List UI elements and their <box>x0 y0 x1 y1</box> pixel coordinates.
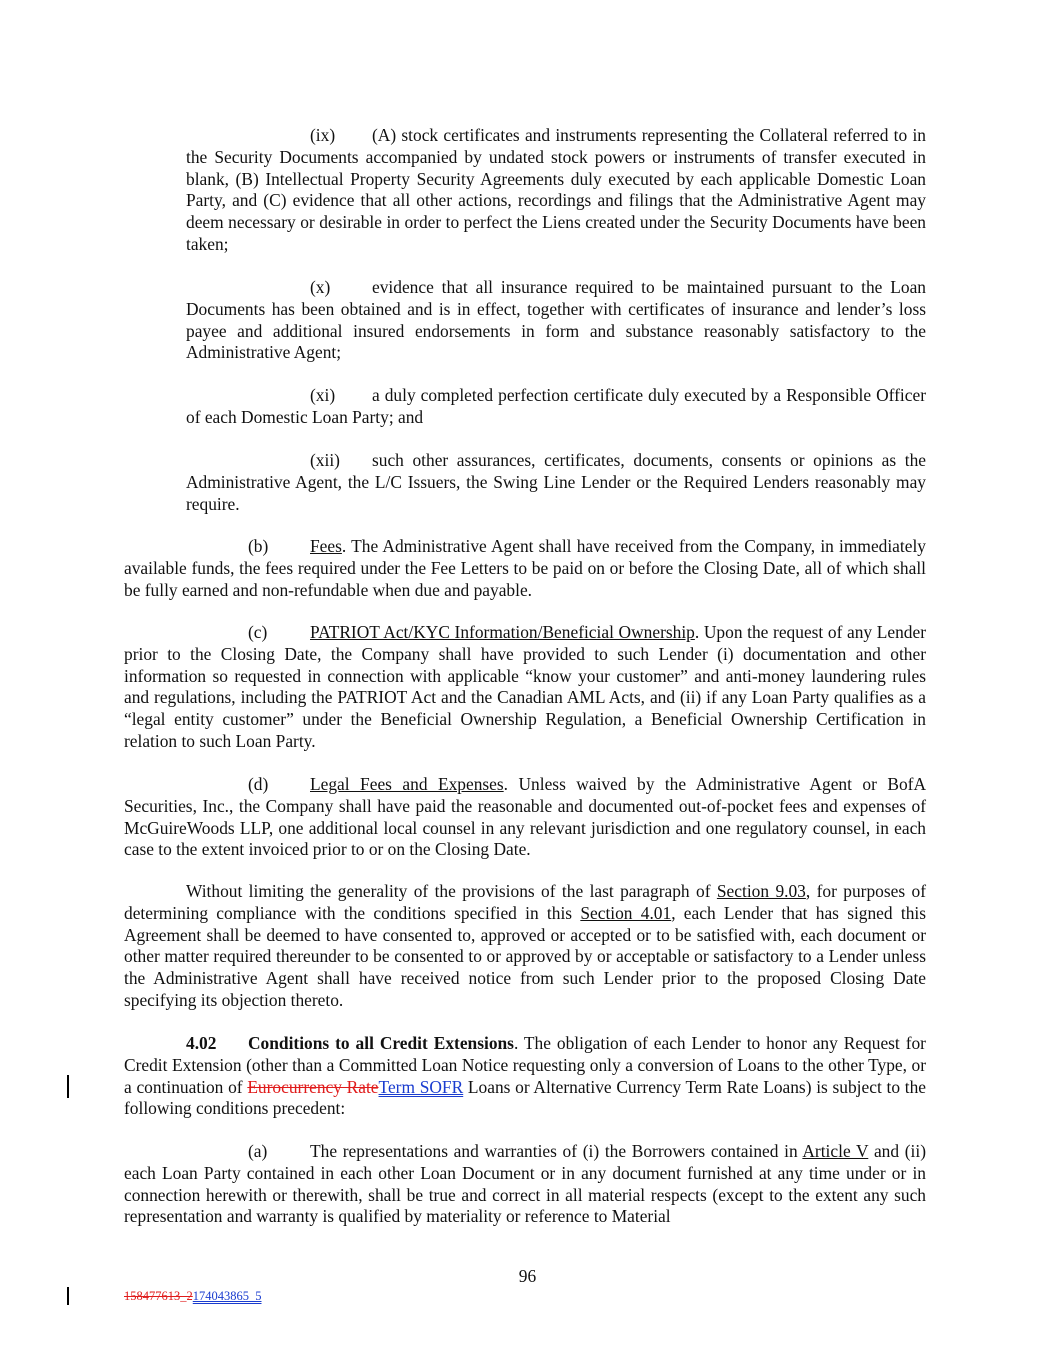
deleted-doc-id: 158477613_2 <box>124 1289 193 1303</box>
paragraph-number: (xi) <box>310 385 336 405</box>
cross-reference-section-4-01: Section 4.01 <box>580 902 672 923</box>
paragraph-xii: (xii) such other assurances, certificates, documents, consents or opinions as the Administrative Agent, the L/C Issuers, the Swing Line Lender or the Required Lenders reasonably may require. <box>186 450 926 514</box>
section-heading: PATRIOT Act/KYC Information/Beneficial Ownership <box>310 622 695 642</box>
paragraph-ix: (ix) (A) stock certificates and instruments representing the Collateral referred to in the Security Documents accompanied by undated stock powers or instruments of transfer executed in blank, (B) Intellectual Property Security Agreements duly executed by each applicable Domestic Loan Party, and (C) evidence that all other actions, recordings and filings that the Administrative Agent may deem necessary or desirable in order to perfect the Liens created under the Security Documents have been taken; <box>186 125 926 254</box>
cross-reference-section-9-03: Section 9.03 <box>716 881 806 901</box>
paragraph-a-representations: (a) The representations and warranties of (i) the Borrowers contained in Article V and (ii) each Loan Party contained in each other Loan Document or in any document furnished at any time under or in connection herewith or therewith, shall be true and correct in all material respects (except to the extent any such representation and warranty is qualified by materiality or reference to Material <box>124 1141 926 1227</box>
footer-change-bar <box>67 1287 69 1305</box>
paragraph-c-patriot: (c) PATRIOT Act/KYC Information/Beneficial Ownership. Upon the request of any Lender prior to the Closing Date, the Company shall have provided to such Lender (i) documentation and other information so requested in connection with applicable “know your customer” and anti-money laundering rules and regulations, including the PATRIOT Act and the Canadian AML Acts, and (ii) if any Loan Party qualifies as a “legal entity customer” under the Beneficial Ownership Regulation, a Beneficial Ownership Certification in relation to such Loan Party. <box>124 622 927 751</box>
paragraph-number: (b) <box>248 536 269 556</box>
paragraph-number: (a) <box>248 1141 268 1161</box>
paragraph-number: (xii) <box>310 450 340 470</box>
section-heading: Legal Fees and Expenses <box>310 774 504 794</box>
paragraph-d-legal-fees: (d) Legal Fees and Expenses. Unless waived by the Administrative Agent or BofA Securities, Inc., the Company shall have paid the reasonable and documented out-of-pocket fees and expenses of McGuireWoods LLP, one additional local counsel in any relevant jurisdiction and one regulatory counsel, in each case to the extent invoiced prior to or on the Closing Date. <box>124 774 927 860</box>
paragraph-number: (x) <box>310 277 331 297</box>
paragraph-xi: (xi) a duly completed perfection certificate duly executed by a Responsible Officer of each Domestic Loan Party; and <box>186 385 926 427</box>
paragraph-without-limiting: Without limiting the generality of the provisions of the last paragraph of Section 9.03, for purposes of determining compliance with the conditions specified in this Section 4.01, each Lender that has signed this Agreement shall be deemed to have consented to, approved or accepted or to be satisfied with, each document or other matter required thereunder to be consented to or approved by or acceptable or satisfactory to a Lender unless the Administrative Agent shall have received notice from such Lender prior to the proposed Closing Date specifying its objection thereto. <box>124 881 926 1010</box>
paragraph-number: (ix) <box>310 125 336 145</box>
deleted-text: Eurocurrency Rate <box>247 1076 379 1097</box>
section-heading: Fees <box>310 536 342 556</box>
cross-reference-article-v: Article V <box>802 1141 869 1161</box>
document-id <box>124 1289 262 1304</box>
section-title: Conditions to all Credit Extensions <box>248 1033 514 1053</box>
inserted-doc-id: 174043865_5 <box>192 1289 262 1303</box>
inserted-text: Term SOFR <box>378 1076 464 1097</box>
paragraph-x: (x) evidence that all insurance required to be maintained pursuant to the Loan Documents has been obtained and is in effect, together with certificates of insurance and lender’s loss payee and additional insured endorsements in form and substance reasonably satisfactory to the Administrative Agent; <box>186 277 926 363</box>
section-number: 4.02 <box>186 1033 217 1053</box>
change-bar <box>67 1075 69 1098</box>
section-4-02: 4.02 Conditions to all Credit Extensions. The obligation of each Lender to honor any Request for Credit Extension (other than a Committed Loan Notice requesting only a conversion of Loans to the other Type, or a continuation of Eurocurrency RateTerm SOFR Loans or Alternative Currency Term Rate Loans) is subject to the following conditions precedent: <box>124 1033 926 1119</box>
paragraph-number: (c) <box>248 622 268 642</box>
page-number: 96 <box>518 1266 537 1286</box>
paragraph-b-fees: (b) Fees. The Administrative Agent shall have received from the Company, in immediately available funds, the fees required under the Fee Letters to be paid on or before the Closing Date, all of which shall be fully earned and non-refundable when due and payable. <box>124 536 926 600</box>
paragraph-number: (d) <box>248 774 269 794</box>
